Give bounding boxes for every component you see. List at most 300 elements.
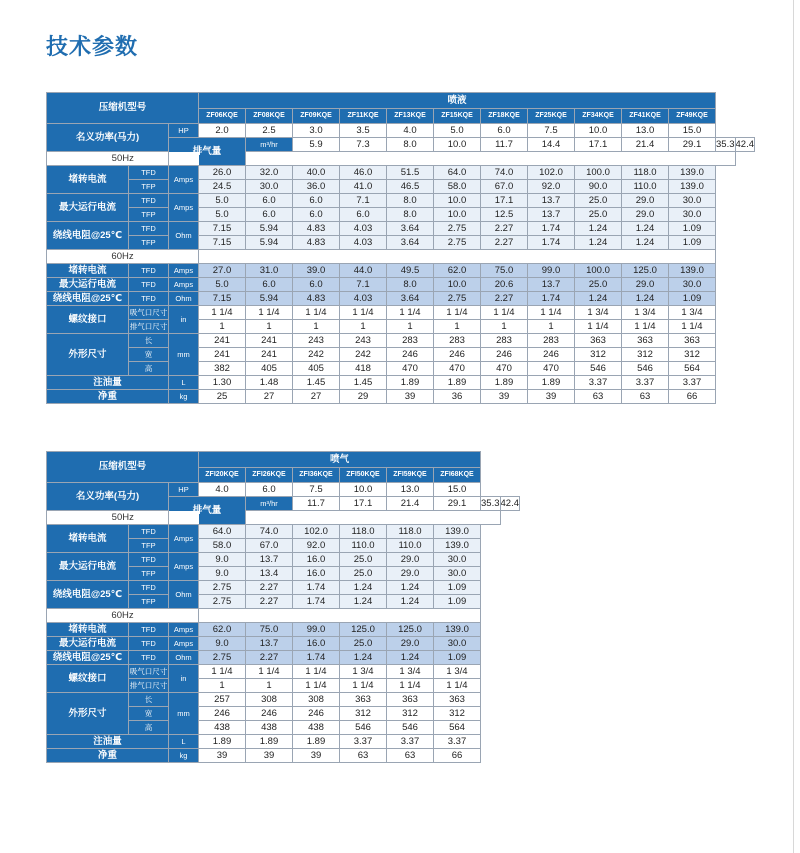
injection-group-header: 喷气 <box>199 452 481 468</box>
value-cell: 1 3/4 <box>340 665 387 679</box>
unit-label: in <box>169 665 199 693</box>
value-cell: 62.0 <box>199 623 246 637</box>
value-cell: 32.0 <box>246 166 293 180</box>
value-cell: 110.0 <box>340 539 387 553</box>
value-cell: 30.0 <box>669 278 716 292</box>
value-cell: 1.24 <box>575 292 622 306</box>
frequency-label: 60Hz <box>47 609 199 623</box>
value-cell: 10.0 <box>434 208 481 222</box>
parameter-label: 名义功率(马力) <box>47 124 169 152</box>
unit-label: mm <box>169 693 199 735</box>
value-cell: 2.27 <box>481 292 528 306</box>
value-cell: 1 1/4 <box>481 306 528 320</box>
value-cell: 6.0 <box>246 208 293 222</box>
unit-label: Amps <box>169 637 199 651</box>
value-cell: 241 <box>246 334 293 348</box>
value-cell: 3.64 <box>387 236 434 250</box>
value-cell: 241 <box>246 348 293 362</box>
value-cell: 4.03 <box>340 236 387 250</box>
value-cell: 14.4 <box>528 138 575 152</box>
model-name-cell: ZF08KQE <box>246 109 293 124</box>
parameter-sub-label: TFP <box>129 567 169 581</box>
value-cell: 1 <box>246 320 293 334</box>
unit-label: Amps <box>169 194 199 222</box>
value-cell: 3.0 <box>293 124 340 138</box>
value-cell: 246 <box>387 348 434 362</box>
table-row <box>47 749 520 763</box>
value-cell: 1 1/4 <box>387 679 434 693</box>
value-cell: 1.74 <box>528 292 575 306</box>
parameter-label: 最大运行电流 <box>47 278 129 292</box>
value-cell: 1.24 <box>387 581 434 595</box>
model-name-cell: ZFI68KQE <box>434 468 481 483</box>
value-cell: 308 <box>293 693 340 707</box>
value-cell: 564 <box>434 721 481 735</box>
table-row <box>47 334 755 348</box>
value-cell: 1.89 <box>481 376 528 390</box>
parameter-sub-label: TFD <box>129 292 169 306</box>
value-cell: 125.0 <box>340 623 387 637</box>
value-cell: 4.0 <box>199 483 246 497</box>
value-cell: 7.15 <box>199 292 246 306</box>
parameter-label: 绕线电阻@25℃ <box>47 292 129 306</box>
value-cell: 17.1 <box>481 194 528 208</box>
value-cell: 15.0 <box>669 124 716 138</box>
value-cell: 1 <box>387 320 434 334</box>
model-name-cell: ZF49KQE <box>669 109 716 124</box>
value-cell: 2.75 <box>434 236 481 250</box>
value-cell: 363 <box>575 334 622 348</box>
value-cell: 9.0 <box>199 567 246 581</box>
value-cell: 283 <box>434 334 481 348</box>
table-row <box>47 637 520 651</box>
table-row <box>47 292 755 306</box>
value-cell: 10.0 <box>434 278 481 292</box>
value-cell: 7.1 <box>340 278 387 292</box>
table-row <box>47 236 755 250</box>
value-cell: 25.0 <box>340 637 387 651</box>
unit-label: Amps <box>169 264 199 278</box>
value-cell: 13.7 <box>246 637 293 651</box>
value-cell: 564 <box>669 362 716 376</box>
value-cell: 1.24 <box>575 222 622 236</box>
model-name-cell: ZF11KQE <box>340 109 387 124</box>
table-row <box>47 180 755 194</box>
value-cell: 1.74 <box>293 595 340 609</box>
value-cell: 4.03 <box>340 292 387 306</box>
unit-label: kg <box>169 390 199 404</box>
value-cell: 29.0 <box>387 567 434 581</box>
table-row <box>47 525 520 539</box>
value-cell: 90.0 <box>575 180 622 194</box>
parameter-sub-label: 宽 <box>129 707 169 721</box>
value-cell: 3.64 <box>387 292 434 306</box>
value-cell: 1.89 <box>293 735 340 749</box>
table-row <box>47 665 520 679</box>
value-cell: 1.74 <box>528 236 575 250</box>
frequency-label: 50Hz <box>47 511 199 525</box>
table-row <box>47 623 520 637</box>
value-cell: 27 <box>246 390 293 404</box>
value-cell: 3.37 <box>575 376 622 390</box>
unit-label: kg <box>169 749 199 763</box>
table-row <box>47 693 520 707</box>
value-cell: 21.4 <box>387 497 434 511</box>
value-cell: 1 1/4 <box>340 306 387 320</box>
value-cell: 110.0 <box>622 180 669 194</box>
value-cell: 3.37 <box>669 376 716 390</box>
value-cell: 4.03 <box>340 222 387 236</box>
model-name-cell: ZF34KQE <box>575 109 622 124</box>
value-cell: 30.0 <box>669 208 716 222</box>
value-cell: 1 1/4 <box>293 306 340 320</box>
value-cell: 74.0 <box>481 166 528 180</box>
model-name-cell: ZF15KQE <box>434 109 481 124</box>
value-cell: 16.0 <box>293 637 340 651</box>
value-cell: 67.0 <box>481 180 528 194</box>
value-cell: 13.4 <box>246 567 293 581</box>
parameter-sub-label: TFD <box>129 166 169 180</box>
value-cell: 6.0 <box>481 124 528 138</box>
value-cell: 139.0 <box>434 539 481 553</box>
value-cell: 66 <box>669 390 716 404</box>
value-cell: 11.7 <box>481 138 528 152</box>
value-cell: 382 <box>199 362 246 376</box>
value-cell: 1.30 <box>199 376 246 390</box>
value-cell: 1.24 <box>340 595 387 609</box>
parameter-label: 最大运行电流 <box>47 194 129 222</box>
unit-label: Amps <box>169 166 199 194</box>
value-cell: 58.0 <box>434 180 481 194</box>
table-row <box>47 376 755 390</box>
value-cell: 1 <box>481 320 528 334</box>
value-cell: 1.09 <box>434 581 481 595</box>
value-cell: 1.89 <box>528 376 575 390</box>
value-cell: 1.74 <box>293 651 340 665</box>
value-cell: 1.09 <box>434 651 481 665</box>
value-cell: 1 1/4 <box>575 320 622 334</box>
value-cell: 1 1/4 <box>669 320 716 334</box>
model-name-cell: ZFI20KQE <box>199 468 246 483</box>
parameter-sub-label: 高 <box>129 362 169 376</box>
value-cell: 1.89 <box>246 735 293 749</box>
value-cell: 470 <box>528 362 575 376</box>
value-cell: 102.0 <box>293 525 340 539</box>
value-cell: 24.5 <box>199 180 246 194</box>
value-cell: 1 3/4 <box>622 306 669 320</box>
injection-group-header: 喷液 <box>199 93 716 109</box>
value-cell: 25 <box>199 390 246 404</box>
value-cell: 2.27 <box>481 236 528 250</box>
compressor-model-header: 压缩机型号 <box>47 452 199 483</box>
value-cell: 1 1/4 <box>622 320 669 334</box>
page-title: 技术参数 <box>46 34 139 59</box>
value-cell: 8.0 <box>387 278 434 292</box>
value-cell: 102.0 <box>528 166 575 180</box>
value-cell: 75.0 <box>246 623 293 637</box>
value-cell: 4.83 <box>293 222 340 236</box>
value-cell: 25.0 <box>575 278 622 292</box>
parameter-label: 螺纹接口 <box>47 306 129 334</box>
value-cell: 7.15 <box>199 236 246 250</box>
value-cell: 30.0 <box>434 637 481 651</box>
value-cell: 546 <box>575 362 622 376</box>
value-cell: 6.0 <box>293 208 340 222</box>
table-row <box>47 348 755 362</box>
value-cell: 7.1 <box>340 194 387 208</box>
parameter-label: 螺纹接口 <box>47 665 129 693</box>
value-cell: 1.09 <box>669 292 716 306</box>
parameter-label: 堵转电流 <box>47 525 129 553</box>
frequency-row-blank <box>199 609 481 623</box>
unit-label: m³/hr <box>246 138 293 152</box>
frequency-row-blank <box>246 511 501 525</box>
value-cell: 2.27 <box>246 595 293 609</box>
value-cell: 546 <box>622 362 669 376</box>
value-cell: 41.0 <box>340 180 387 194</box>
value-cell: 29.1 <box>434 497 481 511</box>
value-cell: 5.94 <box>246 222 293 236</box>
value-cell: 35.3 <box>481 497 500 509</box>
value-cell: 1.24 <box>575 236 622 250</box>
value-cell: 16.0 <box>293 553 340 567</box>
model-name-cell: ZFI26KQE <box>246 468 293 483</box>
parameter-sub-label: TFD <box>129 637 169 651</box>
value-cell: 7.5 <box>293 483 340 497</box>
value-cell: 1 1/4 <box>434 306 481 320</box>
value-cell: 1 <box>199 320 246 334</box>
parameter-label: 堵转电流 <box>47 623 129 637</box>
value-cell: 246 <box>481 348 528 362</box>
value-cell: 1 <box>528 320 575 334</box>
parameter-sub-label: TFD <box>129 651 169 665</box>
value-cell: 1 3/4 <box>434 665 481 679</box>
value-cell: 1 3/4 <box>669 306 716 320</box>
value-cell: 257 <box>199 693 246 707</box>
model-name-cell: ZF41KQE <box>622 109 669 124</box>
value-cell: 36 <box>434 390 481 404</box>
value-cell: 1.24 <box>387 595 434 609</box>
value-cell: 25.0 <box>340 567 387 581</box>
unit-label: Ohm <box>169 292 199 306</box>
unit-label: Ohm <box>169 651 199 665</box>
value-cell: 1 1/4 <box>434 679 481 693</box>
value-cell: 13.0 <box>387 483 434 497</box>
value-cell: 241 <box>199 348 246 362</box>
value-cell: 6.0 <box>293 278 340 292</box>
value-cell: 1.89 <box>387 376 434 390</box>
parameter-sub-label: TFP <box>129 539 169 553</box>
parameter-label: 最大运行电流 <box>47 637 129 651</box>
value-cell: 246 <box>293 707 340 721</box>
value-cell: 8.0 <box>387 208 434 222</box>
value-cell: 438 <box>293 721 340 735</box>
value-cell: 39 <box>387 390 434 404</box>
parameter-label: 净重 <box>47 390 169 404</box>
unit-label: in <box>169 306 199 334</box>
table-row <box>47 553 520 567</box>
model-name-cell: ZFI59KQE <box>387 468 434 483</box>
value-cell: 243 <box>340 334 387 348</box>
parameter-sub-label: TFD <box>129 623 169 637</box>
value-cell: 5.94 <box>246 236 293 250</box>
value-cell: 99.0 <box>293 623 340 637</box>
value-cell: 7.15 <box>199 222 246 236</box>
value-cell: 7.3 <box>340 138 387 152</box>
value-cell: 3.37 <box>387 735 434 749</box>
value-cell: 110.0 <box>387 539 434 553</box>
parameter-sub-label: 吸气口尺寸 <box>129 306 169 320</box>
value-cell: 312 <box>575 348 622 362</box>
value-cell: 470 <box>481 362 528 376</box>
value-cell: 1.09 <box>669 222 716 236</box>
value-cell: 39 <box>293 749 340 763</box>
value-cell: 40.0 <box>293 166 340 180</box>
value-cell: 1 1/4 <box>528 306 575 320</box>
value-cell: 2.27 <box>481 222 528 236</box>
parameter-sub-label: TFD <box>129 278 169 292</box>
value-cell: 243 <box>293 334 340 348</box>
unit-label: m³/hr <box>246 497 293 511</box>
value-cell: 5.9 <box>293 138 340 152</box>
value-cell: 1.24 <box>340 581 387 595</box>
table-row <box>47 581 520 595</box>
value-cell: 9.0 <box>199 637 246 651</box>
value-cell: 405 <box>293 362 340 376</box>
value-cell: 418 <box>340 362 387 376</box>
value-cell: 312 <box>340 707 387 721</box>
unit-label: mm <box>169 334 199 376</box>
value-cell: 2.27 <box>246 651 293 665</box>
value-cell: 363 <box>387 693 434 707</box>
frequency-row <box>47 511 520 525</box>
value-cell: 363 <box>340 693 387 707</box>
value-cell: 139.0 <box>669 166 716 180</box>
value-cell: 13.7 <box>246 553 293 567</box>
value-cell: 27.0 <box>199 264 246 278</box>
value-cell: 246 <box>246 707 293 721</box>
value-cell: 15.0 <box>434 483 481 497</box>
value-cell: 1.89 <box>199 735 246 749</box>
value-cell: 6.0 <box>246 278 293 292</box>
value-cell: 9.0 <box>199 553 246 567</box>
value-cell: 1 3/4 <box>575 306 622 320</box>
model-name-cell: ZFI36KQE <box>293 468 340 483</box>
value-cell: 92.0 <box>528 180 575 194</box>
model-name-cell: ZF25KQE <box>528 109 575 124</box>
value-cell: 66 <box>434 749 481 763</box>
parameter-sub-label: TFD <box>129 194 169 208</box>
value-cell: 1 1/4 <box>340 679 387 693</box>
table-row <box>47 124 755 138</box>
value-cell: 363 <box>434 693 481 707</box>
value-cell: 5.0 <box>199 278 246 292</box>
value-cell: 1 <box>434 320 481 334</box>
value-cell: 2.75 <box>199 581 246 595</box>
value-cell: 7.5 <box>528 124 575 138</box>
value-cell: 1 <box>340 320 387 334</box>
table-row <box>47 483 520 497</box>
value-cell: 1.89 <box>434 376 481 390</box>
value-cell: 6.0 <box>246 483 293 497</box>
value-cell: 2.27 <box>246 581 293 595</box>
parameter-sub-label: TFP <box>129 208 169 222</box>
value-cell: 31.0 <box>246 264 293 278</box>
unit-label: Amps <box>169 553 199 581</box>
value-cell: 1 1/4 <box>199 306 246 320</box>
value-cell: 1 1/4 <box>387 306 434 320</box>
parameter-sub-label: TFP <box>129 236 169 250</box>
parameter-sub-label: 宽 <box>129 348 169 362</box>
value-cell: 546 <box>340 721 387 735</box>
value-cell: 58.0 <box>199 539 246 553</box>
value-cell: 139.0 <box>434 623 481 637</box>
value-cell: 51.5 <box>387 166 434 180</box>
value-cell: 5.0 <box>199 194 246 208</box>
value-cell: 438 <box>246 721 293 735</box>
unit-label: HP <box>169 124 199 138</box>
frequency-row <box>47 250 755 264</box>
value-cell: 67.0 <box>246 539 293 553</box>
parameter-label: 最大运行电流 <box>47 553 129 581</box>
value-cell: 241 <box>199 334 246 348</box>
value-cell: 30.0 <box>246 180 293 194</box>
value-cell: 118.0 <box>340 525 387 539</box>
table-row <box>47 264 755 278</box>
value-cell: 64.0 <box>199 525 246 539</box>
unit-label: Ohm <box>169 222 199 250</box>
value-cell: 1.24 <box>387 651 434 665</box>
value-cell: 1 1/4 <box>199 665 246 679</box>
value-cell: 13.7 <box>528 278 575 292</box>
value-cell: 6.0 <box>293 194 340 208</box>
value-cell: 10.0 <box>575 124 622 138</box>
value-cell: 16.0 <box>293 567 340 581</box>
value-cell: 5.0 <box>434 124 481 138</box>
value-cell: 3.37 <box>622 376 669 390</box>
parameter-sub-label: TFD <box>129 264 169 278</box>
value-cell: 25.0 <box>575 208 622 222</box>
frequency-row-blank <box>199 250 716 264</box>
value-cell: 92.0 <box>293 539 340 553</box>
value-cell: 5.0 <box>199 208 246 222</box>
value-cell: 283 <box>481 334 528 348</box>
unit-label: L <box>169 376 199 390</box>
parameter-sub-label: 高 <box>129 721 169 735</box>
value-cell: 4.83 <box>293 292 340 306</box>
table-row <box>47 735 520 749</box>
value-cell: 363 <box>669 334 716 348</box>
parameter-label: 绕线电阻@25℃ <box>47 222 129 250</box>
value-cell: 63 <box>387 749 434 763</box>
frequency-label: 50Hz <box>47 152 199 166</box>
value-cell: 64.0 <box>434 166 481 180</box>
value-cell: 1.24 <box>622 236 669 250</box>
value-cell: 35.3 <box>716 138 735 150</box>
parameter-label: 绕线电阻@25℃ <box>47 651 129 665</box>
value-cell: 2.75 <box>199 651 246 665</box>
value-cell: 30.0 <box>434 553 481 567</box>
value-cell: 405 <box>246 362 293 376</box>
value-cell: 5.94 <box>246 292 293 306</box>
value-cell: 1.09 <box>669 236 716 250</box>
value-cell: 42.4 <box>735 138 754 150</box>
value-cell: 29.1 <box>669 138 716 152</box>
value-cell: 1.45 <box>293 376 340 390</box>
parameter-label: 外形尺寸 <box>47 334 129 376</box>
parameter-label: 排气量 <box>169 138 246 166</box>
value-cell: 63 <box>622 390 669 404</box>
